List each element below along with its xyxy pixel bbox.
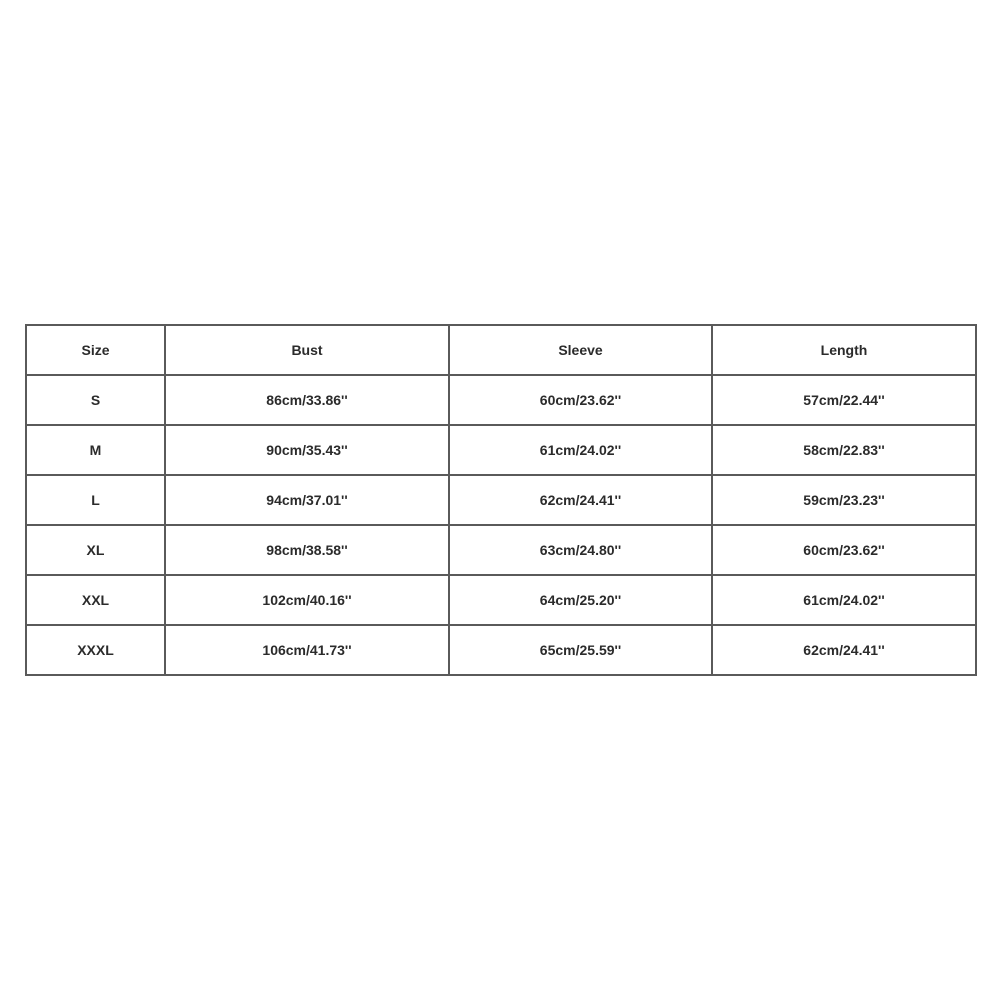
table-row xyxy=(26,525,976,575)
cell-bust: 98cm/38.58'' xyxy=(165,525,449,575)
table-row xyxy=(26,575,976,625)
cell-length: 57cm/22.44'' xyxy=(712,375,976,425)
cell-length: 58cm/22.83'' xyxy=(712,425,976,475)
cell-bust: 94cm/37.01'' xyxy=(165,475,449,525)
cell-sleeve: 64cm/25.20'' xyxy=(449,575,712,625)
cell-sleeve: 63cm/24.80'' xyxy=(449,525,712,575)
cell-size: S xyxy=(26,375,165,425)
cell-bust: 86cm/33.86'' xyxy=(165,375,449,425)
cell-sleeve: 60cm/23.62'' xyxy=(449,375,712,425)
table-header-row xyxy=(26,325,976,375)
cell-bust: 102cm/40.16'' xyxy=(165,575,449,625)
cell-sleeve: 65cm/25.59'' xyxy=(449,625,712,675)
cell-length: 60cm/23.62'' xyxy=(712,525,976,575)
cell-size: XL xyxy=(26,525,165,575)
table-row xyxy=(26,475,976,525)
cell-size: M xyxy=(26,425,165,475)
header-bust: Bust xyxy=(165,325,449,375)
cell-size: XXL xyxy=(26,575,165,625)
table-row xyxy=(26,625,976,675)
cell-bust: 106cm/41.73'' xyxy=(165,625,449,675)
cell-length: 62cm/24.41'' xyxy=(712,625,976,675)
header-length: Length xyxy=(712,325,976,375)
table-row xyxy=(26,375,976,425)
cell-bust: 90cm/35.43'' xyxy=(165,425,449,475)
header-sleeve: Sleeve xyxy=(449,325,712,375)
cell-sleeve: 62cm/24.41'' xyxy=(449,475,712,525)
table-row xyxy=(26,425,976,475)
cell-length: 59cm/23.23'' xyxy=(712,475,976,525)
cell-sleeve: 61cm/24.02'' xyxy=(449,425,712,475)
cell-length: 61cm/24.02'' xyxy=(712,575,976,625)
header-size: Size xyxy=(26,325,165,375)
size-chart-table xyxy=(25,324,977,676)
cell-size: XXXL xyxy=(26,625,165,675)
cell-size: L xyxy=(26,475,165,525)
